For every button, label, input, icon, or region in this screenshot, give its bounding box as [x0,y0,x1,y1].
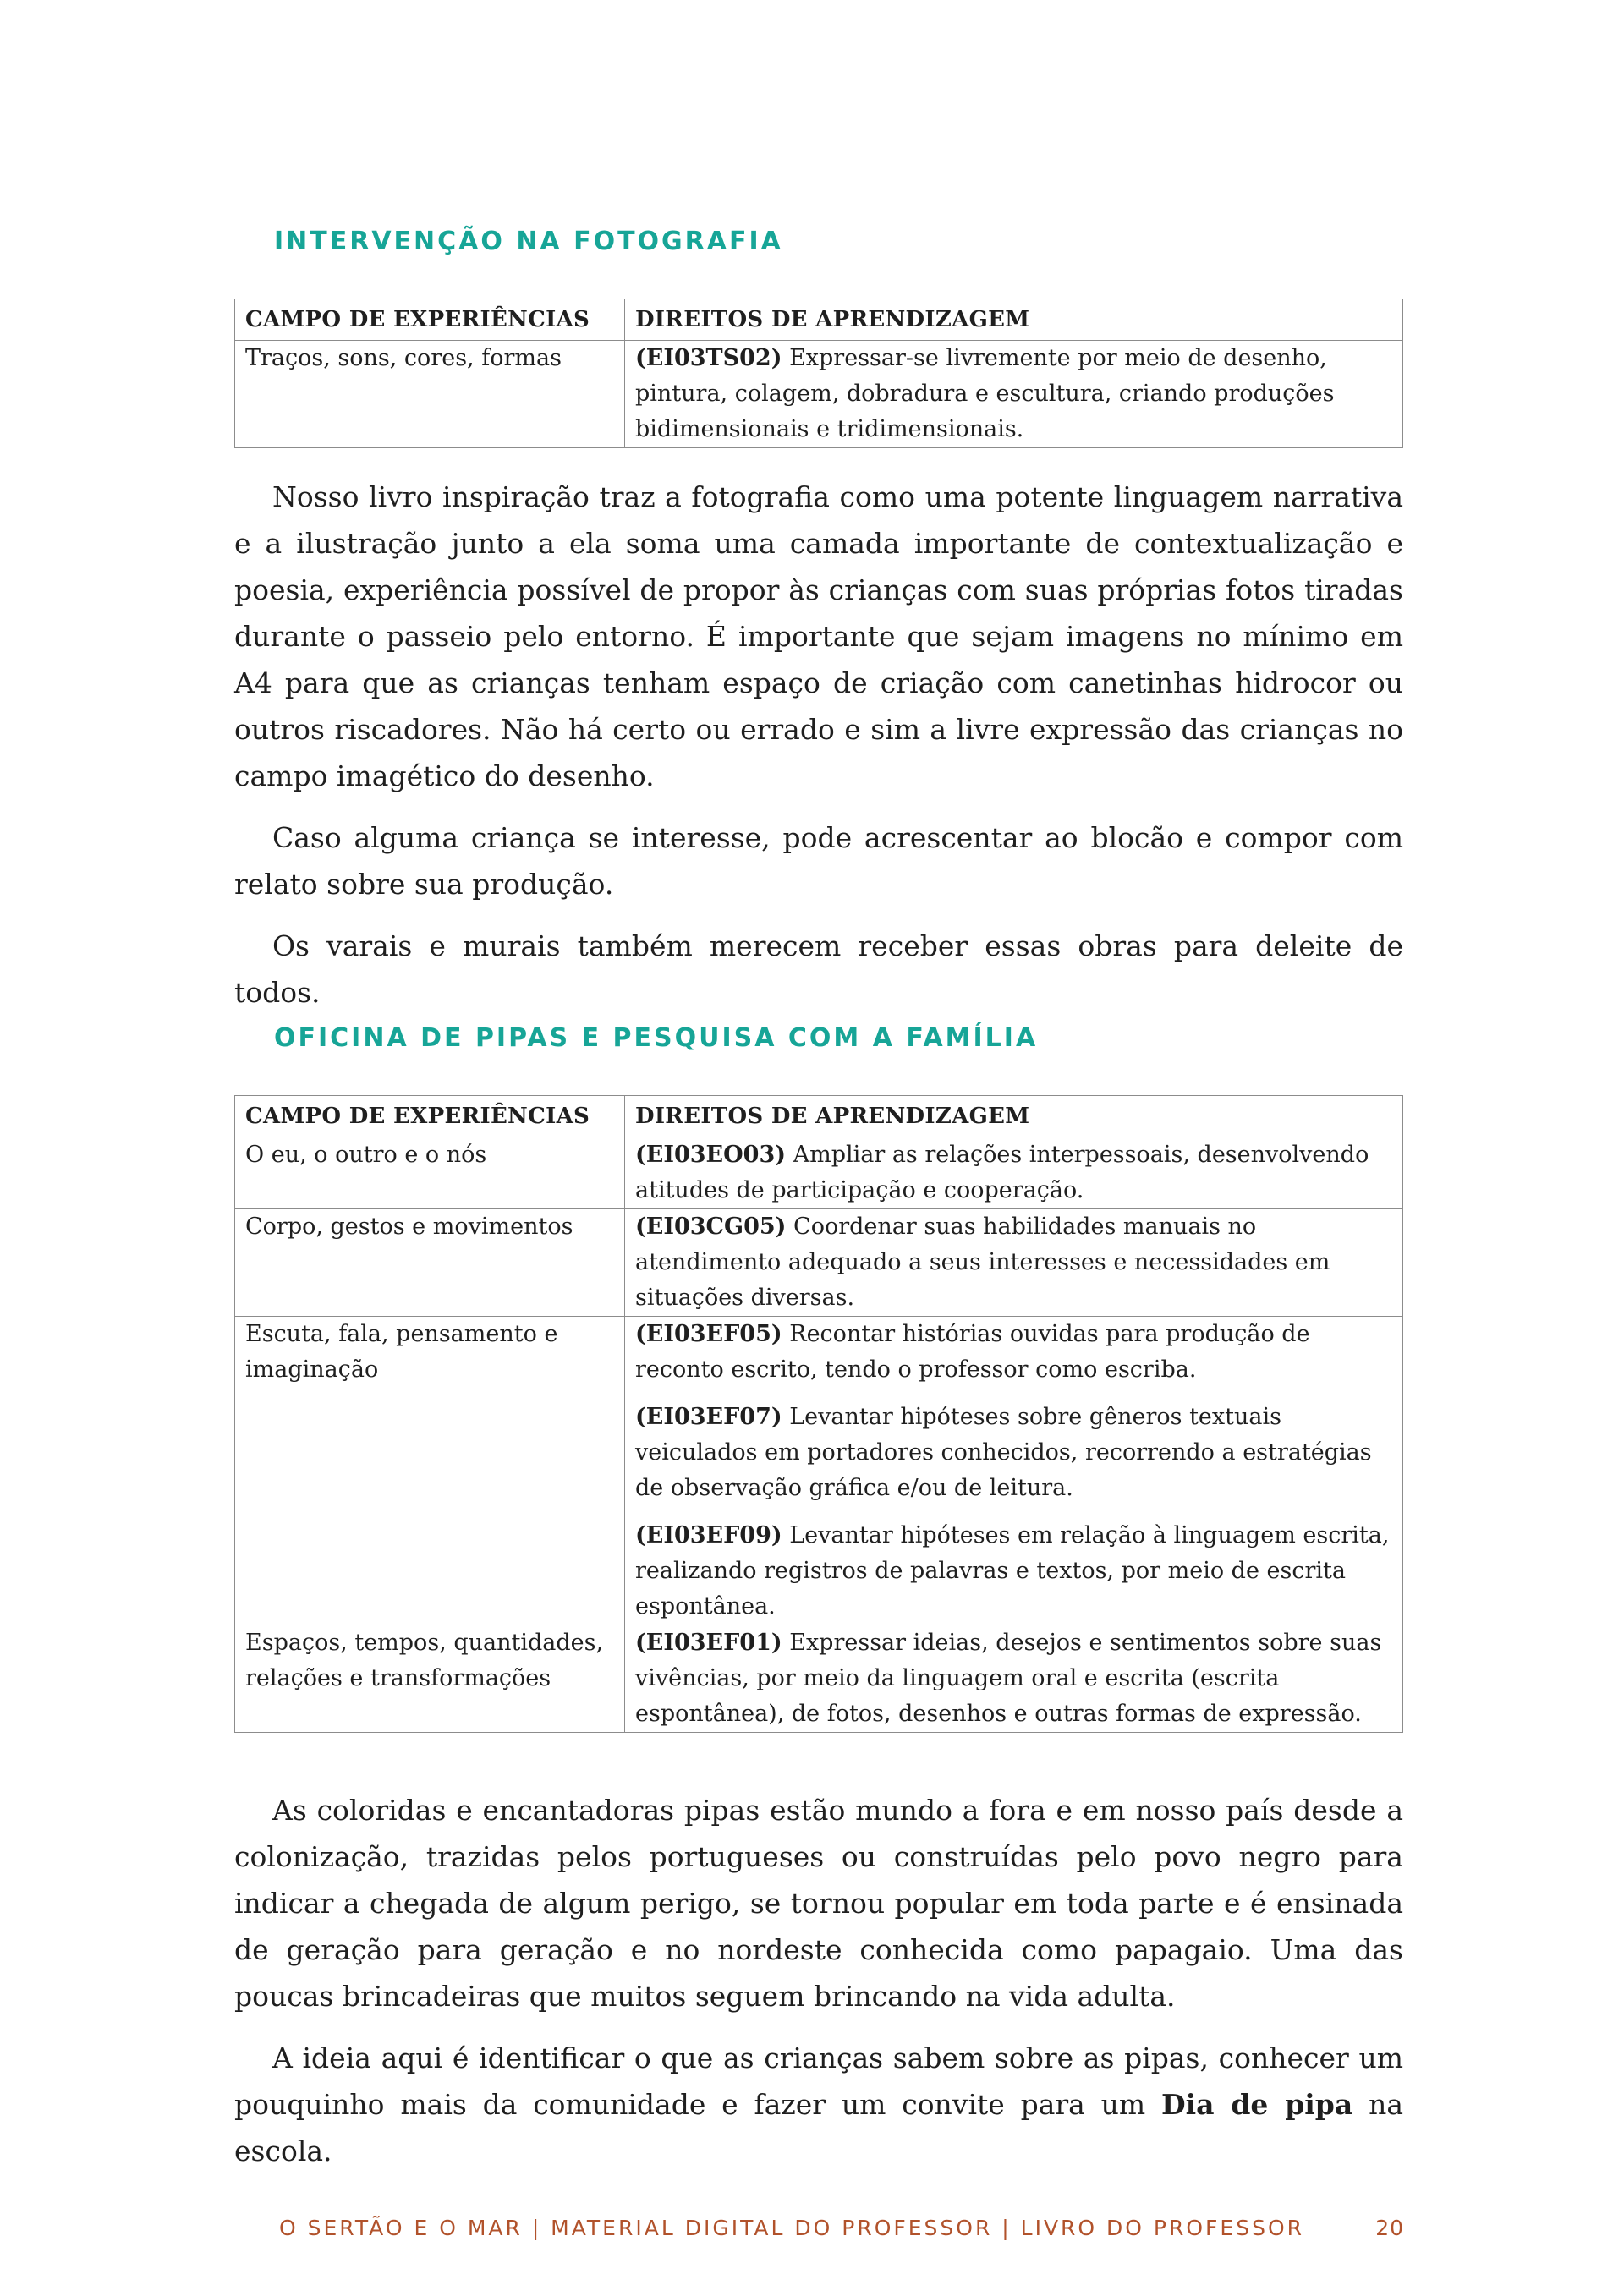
campo-cell: Corpo, gestos e movimentos [235,1209,625,1317]
direito-entry [635,1317,1392,1388]
direito-text: Coordenar suas habilidades manuais no atendimento adequado a seus interesses e necessidades em situações diversas. [635,1214,1330,1311]
bncc-code: (EI03CG05) [635,1214,787,1240]
direito-text: Recontar histórias ouvidas para produção de reconto escrito, tendo o professor como escriba. [635,1321,1310,1383]
campo-cell: O eu, o outro e o nós [235,1137,625,1209]
bncc-code: (EI03EF07) [635,1404,782,1430]
direitos-cell [625,1209,1403,1317]
paragraph-text: A ideia aqui é identificar o que as crianças sabem sobre as pipas, conhecer um pouquinho mais da comunidade e fazer um convite para um [234,2041,1403,2121]
direitos-cell [625,1137,1403,1209]
column-header: DIREITOS DE APRENDIZAGEM [625,1096,1403,1137]
column-header: DIREITOS DE APRENDIZAGEM [625,299,1403,341]
direito-entry [635,1137,1392,1208]
paragraph: Nosso livro inspiração traz a fotografia como uma potente linguagem narrativa e a ilustração junto a ela soma uma camada importante de contextualização e poesia, experiência possível de propor às crianças com suas próprias fotos tiradas durante o passeio pelo entorno. É importante que sejam imagens no mínimo em A4 para que as crianças tenham espaço de criação com canetinhas hidrocor ou outros riscadores. Não há certo ou errado e sim a livre expressão das crianças no campo imagético do desenho. [234,480,1403,792]
paragraph-text: na escola. [234,2088,1404,2167]
page-footer [279,2216,1404,2240]
bncc-code: (EI03TS02) [635,345,782,371]
body-text [234,1787,1403,2189]
table-row [235,1209,1403,1317]
column-header: CAMPO DE EXPERIÊNCIAS [235,1096,625,1137]
direito-entry [635,1209,1392,1316]
emphasis-text: Dia de pipa [1161,2088,1353,2121]
direito-text: Expressar-se livremente por meio de desenho, pintura, colagem, dobradura e escultura, criando produções bidimensionais e tridimensionais. [635,345,1335,442]
table-header-row [235,299,1403,341]
direitos-cell [625,1625,1403,1733]
bncc-code: (EI03EO03) [635,1142,787,1168]
direito-entry [635,341,1392,447]
section-title: OFICINA DE PIPAS E PESQUISA COM A FAMÍLIA [274,1023,1039,1053]
paragraph: Os varais e murais também merecem receber essas obras para deleite de todos. [234,929,1403,1009]
direitos-cell [625,341,1403,448]
campo-cell: Espaços, tempos, quantidades, relações e transformações [235,1625,625,1733]
footer-title: O SERTÃO E O MAR | MATERIAL DIGITAL DO PROFESSOR | LIVRO DO PROFESSOR [279,2216,1305,2240]
direito-text: Expressar ideias, desejos e sentimentos sobre suas vivências, por meio da linguagem oral e escrita (escrita espontânea), de fotos, desenhos e outras formas de expressão. [635,1630,1382,1727]
section-title: INTERVENÇÃO NA FOTOGRAFIA [274,227,783,256]
bncc-code: (EI03EF05) [635,1321,782,1347]
direito-text: Levantar hipóteses em relação à linguagem escrita, realizando registros de palavras e textos, por meio de escrita espontânea. [635,1522,1390,1619]
table-row [235,1137,1403,1209]
direito-entry [635,1518,1392,1625]
direitos-cell [625,1317,1403,1625]
direito-text: Ampliar as relações interpessoais, desenvolvendo atitudes de participação e cooperação. [635,1142,1369,1203]
table-row [235,341,1403,448]
campo-cell: Traços, sons, cores, formas [235,341,625,448]
column-header: CAMPO DE EXPERIÊNCIAS [235,299,625,341]
body-text [234,474,1403,1031]
paragraph: As coloridas e encantadoras pipas estão mundo a fora e em nosso país desde a colonização, trazidas pelos portugueses ou construídas pelo povo negro para indicar a chegada de algum perigo, se tornou popular em toda parte e é ensinada de geração para geração e no nordeste conhecida como papagaio. Uma das poucas brincadeiras que muitos seguem brincando na vida adulta. [234,1794,1403,2013]
campo-cell: Escuta, fala, pensamento e imaginação [235,1317,625,1625]
bncc-code: (EI03EF09) [635,1522,782,1548]
bncc-table [234,1095,1403,1733]
paragraph [234,2035,1403,2174]
direito-entry [635,1625,1392,1732]
table-row [235,1317,1403,1625]
table-row [235,1625,1403,1733]
bncc-code: (EI03EF01) [635,1630,782,1656]
table-header-row [235,1096,1403,1137]
paragraph: Caso alguma criança se interesse, pode acrescentar ao blocão e compor com relato sobre sua produção. [234,821,1403,901]
direito-entry [635,1400,1392,1506]
direito-text: Levantar hipóteses sobre gêneros textuais veiculados em portadores conhecidos, recorrendo a estratégias de observação gráfica e/ou de leitura. [635,1404,1372,1501]
bncc-table [234,299,1403,448]
page-number: 20 [1375,2216,1404,2240]
